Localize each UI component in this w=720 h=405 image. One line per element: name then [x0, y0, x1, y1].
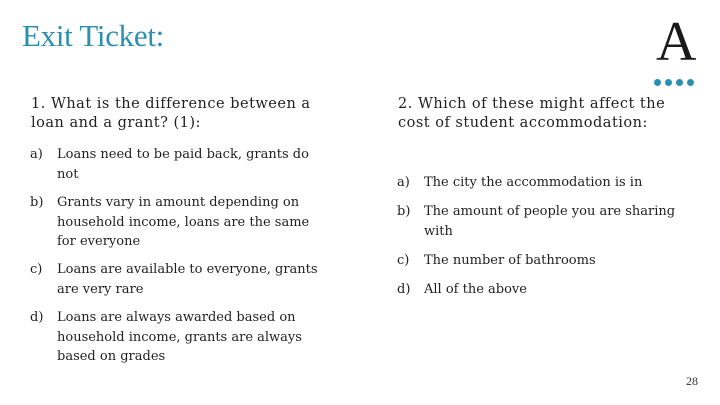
option-letter: d) — [397, 282, 411, 297]
option-letter: c) — [30, 262, 43, 277]
option-text: All of the above — [424, 282, 527, 297]
brand-logo — [652, 12, 700, 82]
option-letter: b) — [30, 195, 44, 210]
option-text: Loans are available to everyone, grants are very rare — [57, 262, 318, 297]
option-text: Loans are always awarded based on household income, grants are always based on grades — [57, 310, 302, 364]
option-text: Loans need to be paid back, grants do not — [57, 147, 309, 182]
question-1-prompt: 1. What is the difference between a loan and a grant? (1): — [31, 96, 311, 131]
question-2-option-b — [397, 202, 697, 241]
question-1-option-d — [30, 308, 330, 367]
option-text: The amount of people you are sharing with — [424, 204, 676, 239]
option-text: Grants vary in amount depending on household income, loans are the same for everyone — [57, 195, 310, 249]
question-2-prompt: 2. Which of these might affect the cost of student accommodation: — [398, 96, 666, 131]
question-1-option-a — [30, 145, 330, 184]
option-text: The city the accommodation is in — [424, 175, 643, 190]
option-letter: a) — [30, 147, 43, 162]
logo-dots-icon — [654, 71, 698, 79]
slide-title: Exit Ticket: — [22, 18, 164, 53]
option-text: The number of bathrooms — [424, 253, 596, 268]
option-letter: c) — [397, 253, 410, 268]
option-letter: a) — [397, 175, 410, 190]
logo-letter: A — [656, 11, 697, 73]
option-letter: b) — [397, 204, 411, 219]
question-2-option-c — [397, 251, 697, 271]
question-1-option-b — [30, 193, 330, 252]
question-1-option-c — [30, 260, 330, 299]
page-number: 28 — [686, 374, 698, 388]
question-2-option-d — [397, 280, 697, 300]
option-letter: d) — [30, 310, 44, 325]
question-2-option-a — [397, 173, 697, 193]
